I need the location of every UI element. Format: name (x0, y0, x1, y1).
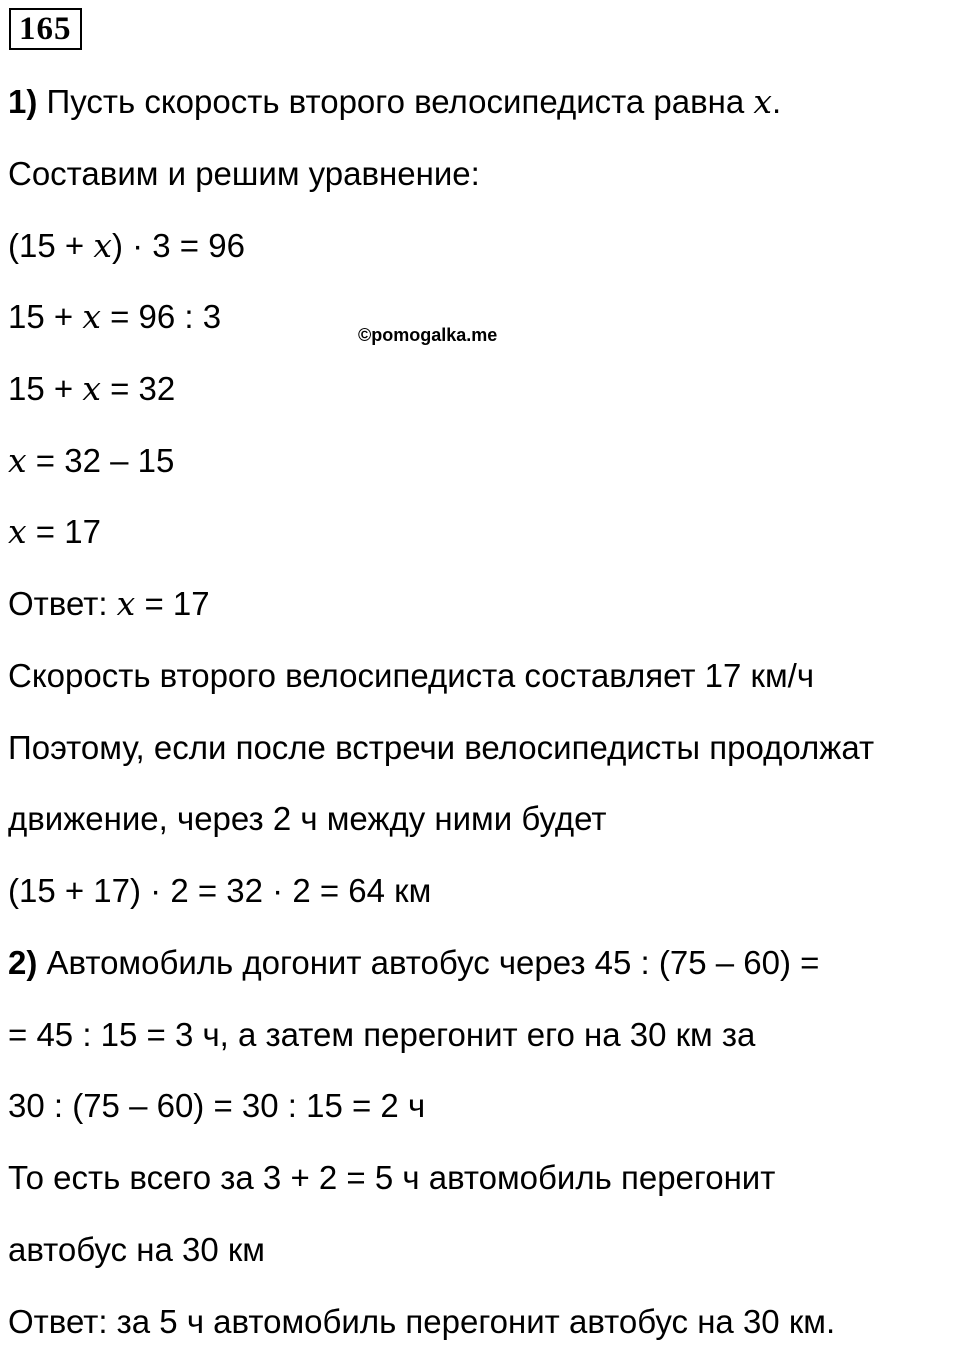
continuation-line-1: Поэтому, если после встречи велосипедисты продолжат (8, 729, 875, 766)
variable-x: 𝑥 (8, 512, 27, 551)
equation-3-left: 15 + (8, 370, 83, 407)
equation-line-3 (8, 369, 175, 409)
variable-x: 𝑥 (93, 226, 112, 265)
equation-line-1 (8, 226, 245, 266)
part1-intro-line (8, 82, 781, 122)
equation-4-right: = 32 – 15 (26, 442, 175, 479)
part1-answer-line (8, 584, 210, 624)
equation-1-right: ) · 3 = 96 (111, 227, 245, 264)
part2-marker: 2) (8, 944, 38, 981)
part2-line-1-text: Автомобиль догонит автобус через 45 : (75 – 60) = (37, 944, 820, 981)
equation-2-right: = 96 : 3 (100, 298, 222, 335)
continuation-line-2: движение, через 2 ч между ними будет (8, 800, 607, 837)
equation-1-left: (15 + (8, 227, 94, 264)
part1-intro-text: Пусть скорость второго велосипедиста равна (37, 83, 754, 120)
variable-x: 𝑥 (116, 584, 136, 623)
distance-calculation: (15 + 17) · 2 = 32 · 2 = 64 км (8, 872, 432, 909)
equation-3-right: = 32 (100, 370, 176, 407)
part2-answer-line: Ответ: за 5 ч автомобиль перегонит автобус на 30 км. (8, 1303, 836, 1340)
variable-x: 𝑥 (82, 369, 101, 408)
part1-intro-end: . (772, 83, 782, 120)
compose-equation-line: Составим и решим уравнение: (8, 155, 480, 192)
part2-line-5: автобус на 30 км (8, 1231, 265, 1268)
part2-line-2: = 45 : 15 = 3 ч, а затем перегонит его на 30 км за (8, 1016, 756, 1053)
part2-line-3: 30 : (75 – 60) = 30 : 15 = 2 ч (8, 1087, 426, 1124)
equation-line-2 (8, 297, 221, 337)
speed-statement: Скорость второго велосипедиста составляет 17 км/ч (8, 657, 815, 694)
answer-value: = 17 (135, 585, 210, 622)
variable-x: 𝑥 (753, 82, 773, 121)
watermark: ©pomogalka.me (358, 325, 498, 345)
variable-x: 𝑥 (82, 297, 101, 336)
equation-5-right: = 17 (26, 513, 101, 550)
part2-line-1 (8, 943, 819, 983)
part2-line-4: То есть всего за 3 + 2 = 5 ч автомобиль перегонит (8, 1159, 776, 1196)
equation-line-4 (8, 441, 174, 481)
equation-2-left: 15 + (8, 298, 83, 335)
problem-number-box: 165 (9, 8, 82, 50)
variable-x: 𝑥 (8, 441, 27, 480)
answer-label: Ответ: (8, 585, 117, 622)
part1-marker: 1) (8, 83, 38, 120)
equation-line-5 (8, 512, 101, 552)
